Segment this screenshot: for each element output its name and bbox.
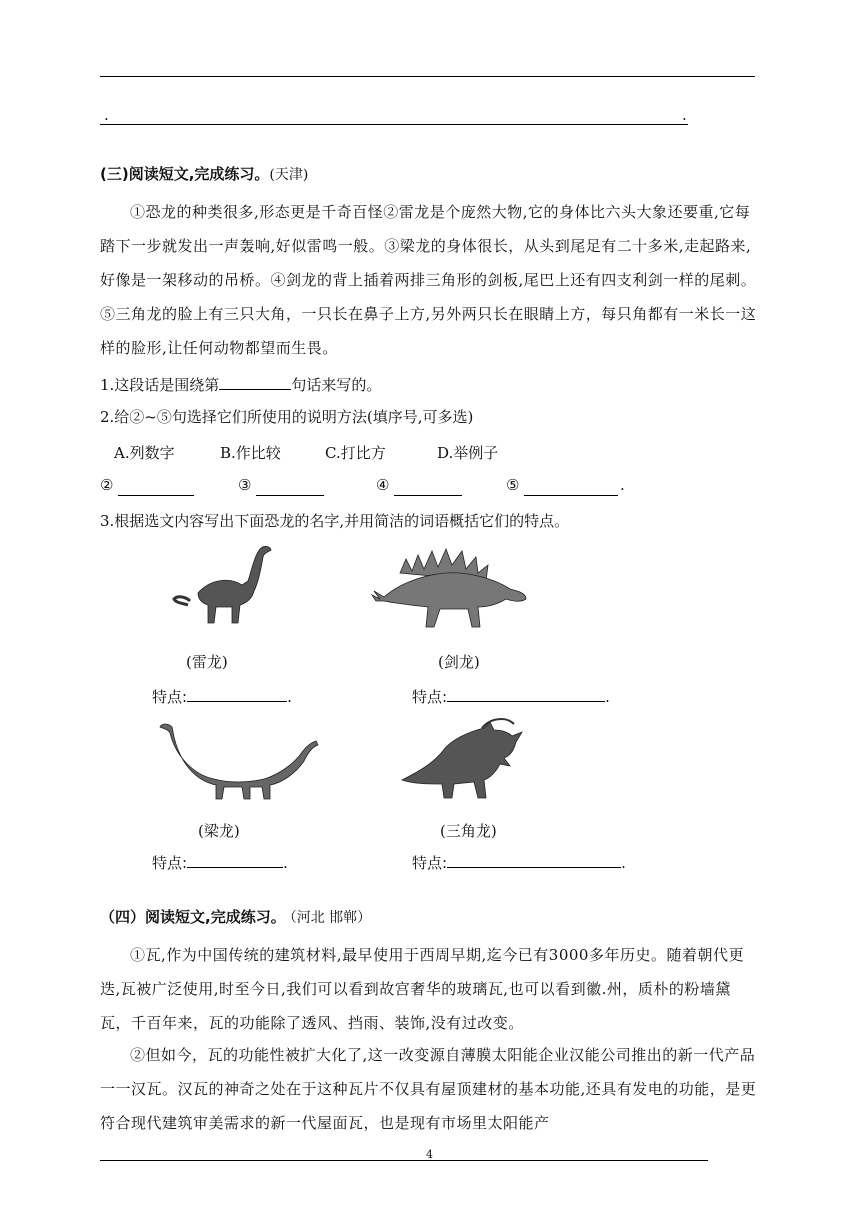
question-1-suffix: 句话来写的。 xyxy=(291,376,382,394)
passage: ①恐龙的种类很多,形态更是千奇百怪②雷龙是个庞然大物,它的身体比六头大象还要重,它每踏下一步就发出一声轰响,好似雷鸣一般。③梁龙的身体很长，从头到尾足有二十多米,走起路来,好像是一架移动的吊桥。④剑龙的背上插着两排三角形的剑板,尾巴上还有四支利剑一样的尾刺。⑤三角龙的脸上有三只大角，一只长在鼻子上方,另外两只长在眼睛上方，每只角都有一米长一这样的脸形,让任何动物都望而生畏。 xyxy=(100,203,757,357)
feature-period: . xyxy=(283,854,288,872)
answer-row xyxy=(100,476,660,500)
feature-row xyxy=(412,850,626,873)
feature-period: . xyxy=(605,688,610,706)
line-period: . xyxy=(104,106,109,124)
option-a: A.列数字 xyxy=(114,444,175,462)
dino-name-stegosaurus: (剑龙) xyxy=(438,653,480,671)
feature-period: . xyxy=(621,854,626,872)
line-period: . xyxy=(682,106,687,124)
page-number: 4 xyxy=(426,1148,433,1161)
dino-name-triceratops: (三角龙) xyxy=(440,822,497,840)
section-heading xyxy=(100,163,308,184)
brontosaurus-image xyxy=(168,543,278,628)
stegosaurus-image xyxy=(370,543,530,635)
heading-text: （四）阅读短文,完成练习。 xyxy=(100,908,286,926)
option-b: B.作比较 xyxy=(220,444,281,462)
answer-blank[interactable] xyxy=(524,478,618,496)
answer-blank[interactable] xyxy=(256,478,324,496)
triceratops-image xyxy=(398,714,526,804)
feature-row xyxy=(412,684,610,707)
feature-label: 特点: xyxy=(152,688,188,706)
feature-blank[interactable] xyxy=(447,684,605,702)
answer-blank[interactable] xyxy=(394,478,462,496)
question-1 xyxy=(100,372,381,395)
question-2: 2.给②~⑤句选择它们所使用的说明方法(填序号,可多选) xyxy=(100,408,474,426)
option-c: C.打比方 xyxy=(325,444,386,462)
heading-source: （河北 邯郸） xyxy=(289,910,372,926)
feature-label: 特点: xyxy=(152,854,188,872)
feature-blank[interactable] xyxy=(187,850,283,868)
heading-text: (三)阅读短文,完成练习。 xyxy=(100,165,270,183)
question-3: 3.根据选文内容写出下面恐龙的名字,并用简洁的词语概括它们的特点。 xyxy=(100,512,570,530)
feature-row xyxy=(152,684,292,707)
answer-blank[interactable] xyxy=(118,478,194,496)
feature-blank[interactable] xyxy=(187,684,287,702)
paragraph-1: ①瓦,作为中国传统的建筑材料,最早使用于西周早期,迄今已有3000多年历史。随着朝代更迭,瓦被广泛使用,时至今日,我们可以看到故宫奢华的玻璃瓦,也可以看到徽.州，质朴的粉墙黛瓦，千百年来，瓦的功能除了透风、挡雨、装饰,没有过改变。 xyxy=(100,946,744,1032)
question-1-prefix: 1.这段话是围绕第 xyxy=(100,376,220,394)
feature-label: 特点: xyxy=(412,854,448,872)
feature-blank[interactable] xyxy=(447,850,621,868)
diplodocus-image xyxy=(158,717,320,803)
feature-period: . xyxy=(287,688,292,706)
section-heading xyxy=(100,906,371,927)
answer-mark-5: ⑤ xyxy=(506,476,520,494)
answer-mark-3: ③ xyxy=(238,476,252,494)
answer-line xyxy=(100,124,688,125)
answer-mark-4: ④ xyxy=(376,476,390,494)
feature-row xyxy=(152,850,288,873)
feature-label: 特点: xyxy=(412,688,448,706)
dino-name-brontosaurus: (雷龙) xyxy=(186,653,228,671)
answer-line xyxy=(100,76,755,77)
answer-mark-2: ② xyxy=(100,476,114,494)
answer-blank[interactable] xyxy=(219,372,291,390)
footer-line xyxy=(100,1160,708,1161)
answer-period: . xyxy=(620,476,625,494)
paragraph-2: ②但如今，瓦的功能性被扩大化了,这一改变源自薄膜太阳能企业汉能公司推出的新一代产品一一汉瓦。汉瓦的神奇之处在于这种瓦片不仅具有屋顶建材的基本功能,还具有发电的功能，是更符合现代建筑审美需求的新一代屋面瓦，也是现有市场里太阳能产 xyxy=(100,1046,757,1132)
dino-name-diplodocus: (梁龙) xyxy=(198,822,240,840)
heading-source: (天津) xyxy=(269,167,309,183)
option-d: D.举例子 xyxy=(437,444,499,462)
